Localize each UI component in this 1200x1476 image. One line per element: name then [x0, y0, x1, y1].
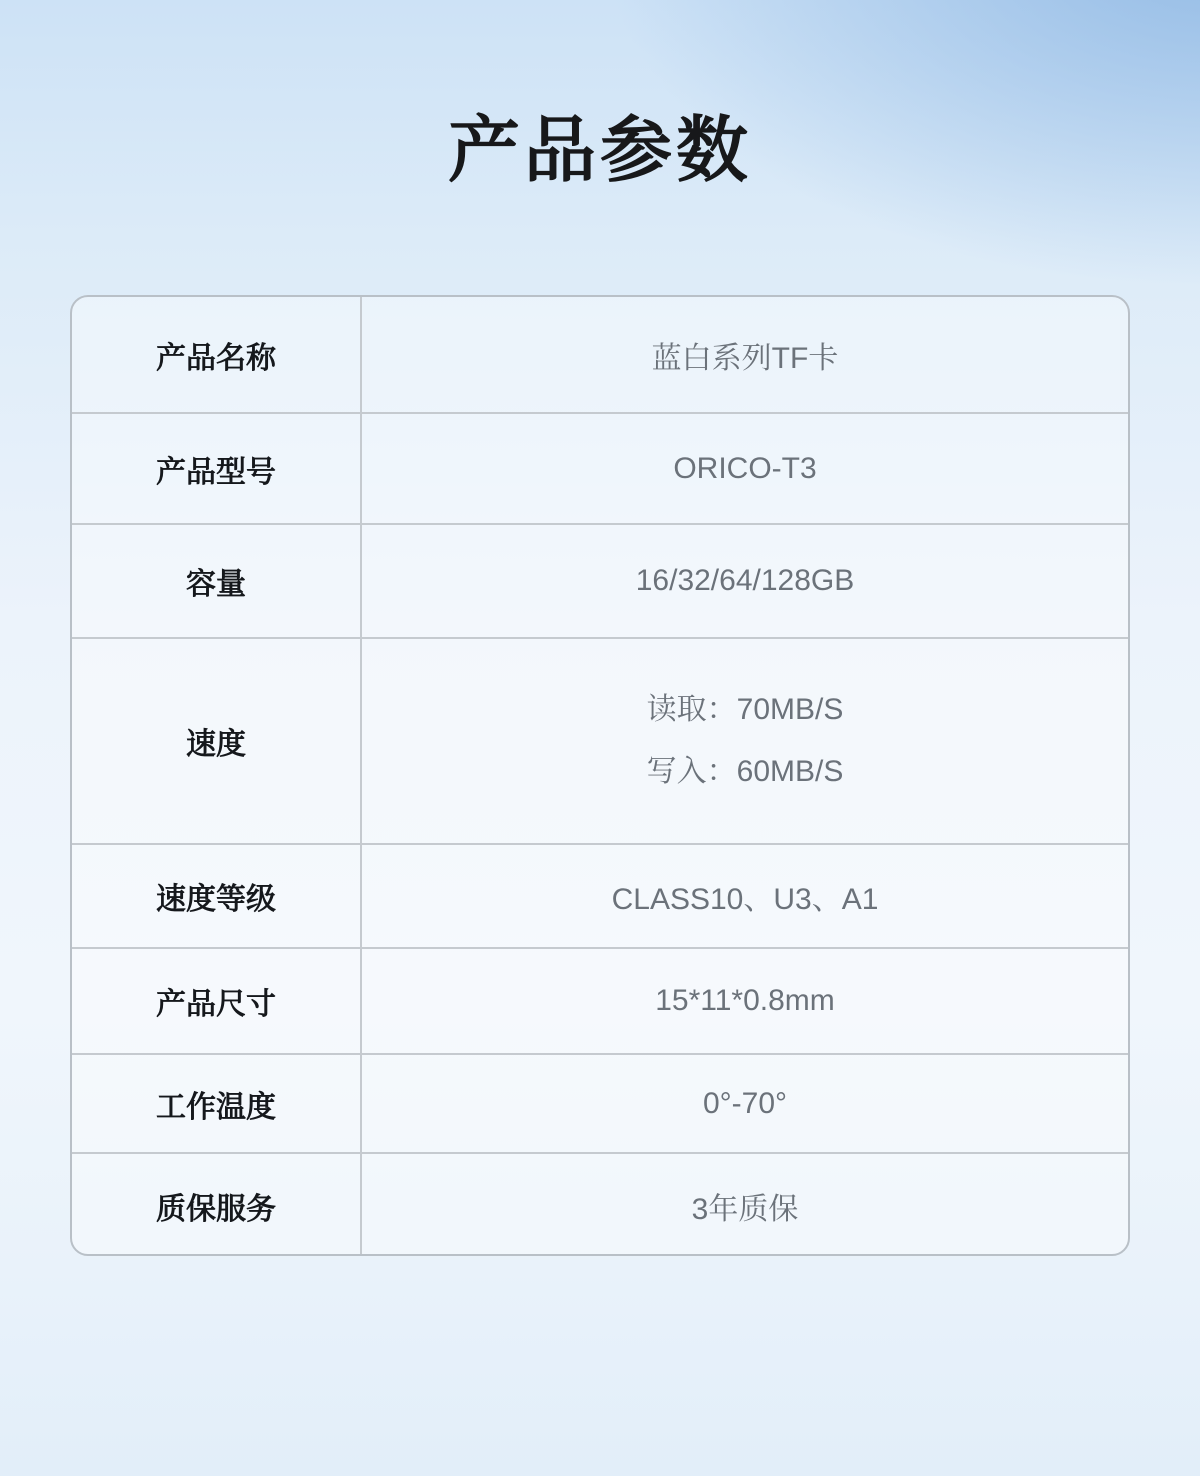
spec-label-warranty: 质保服务 — [72, 1154, 362, 1256]
product-spec-table — [70, 295, 1130, 1256]
page-title: 产品参数 — [447, 111, 752, 191]
spec-label-product-name: 产品名称 — [72, 297, 362, 414]
speed-read-line: 读取：70MB/S — [646, 693, 844, 726]
spec-label-operating-temp: 工作温度 — [72, 1055, 362, 1154]
spec-label-dimensions: 产品尺寸 — [72, 949, 362, 1055]
spec-label-speed-class: 速度等级 — [72, 845, 362, 949]
spec-label-capacity: 容量 — [72, 525, 362, 639]
spec-value-capacity: 16/32/64/128GB — [362, 525, 1128, 639]
speed-value-lines — [647, 679, 844, 803]
spec-label-speed: 速度 — [72, 639, 362, 845]
spec-value-dimensions: 15*11*0.8mm — [362, 949, 1128, 1055]
spec-label-model: 产品型号 — [72, 414, 362, 525]
spec-value-product-name: 蓝白系列TF卡 — [362, 297, 1128, 414]
spec-value-operating-temp: 0°-70° — [362, 1055, 1128, 1154]
speed-write-line: 写入：60MB/S — [646, 755, 844, 788]
spec-value-warranty: 3年质保 — [691, 1192, 799, 1226]
spec-value-speed-class: CLASS10、U3、A1 — [362, 845, 1128, 949]
spec-value-speed — [362, 639, 1128, 845]
spec-value-model: ORICO-T3 — [362, 414, 1128, 525]
